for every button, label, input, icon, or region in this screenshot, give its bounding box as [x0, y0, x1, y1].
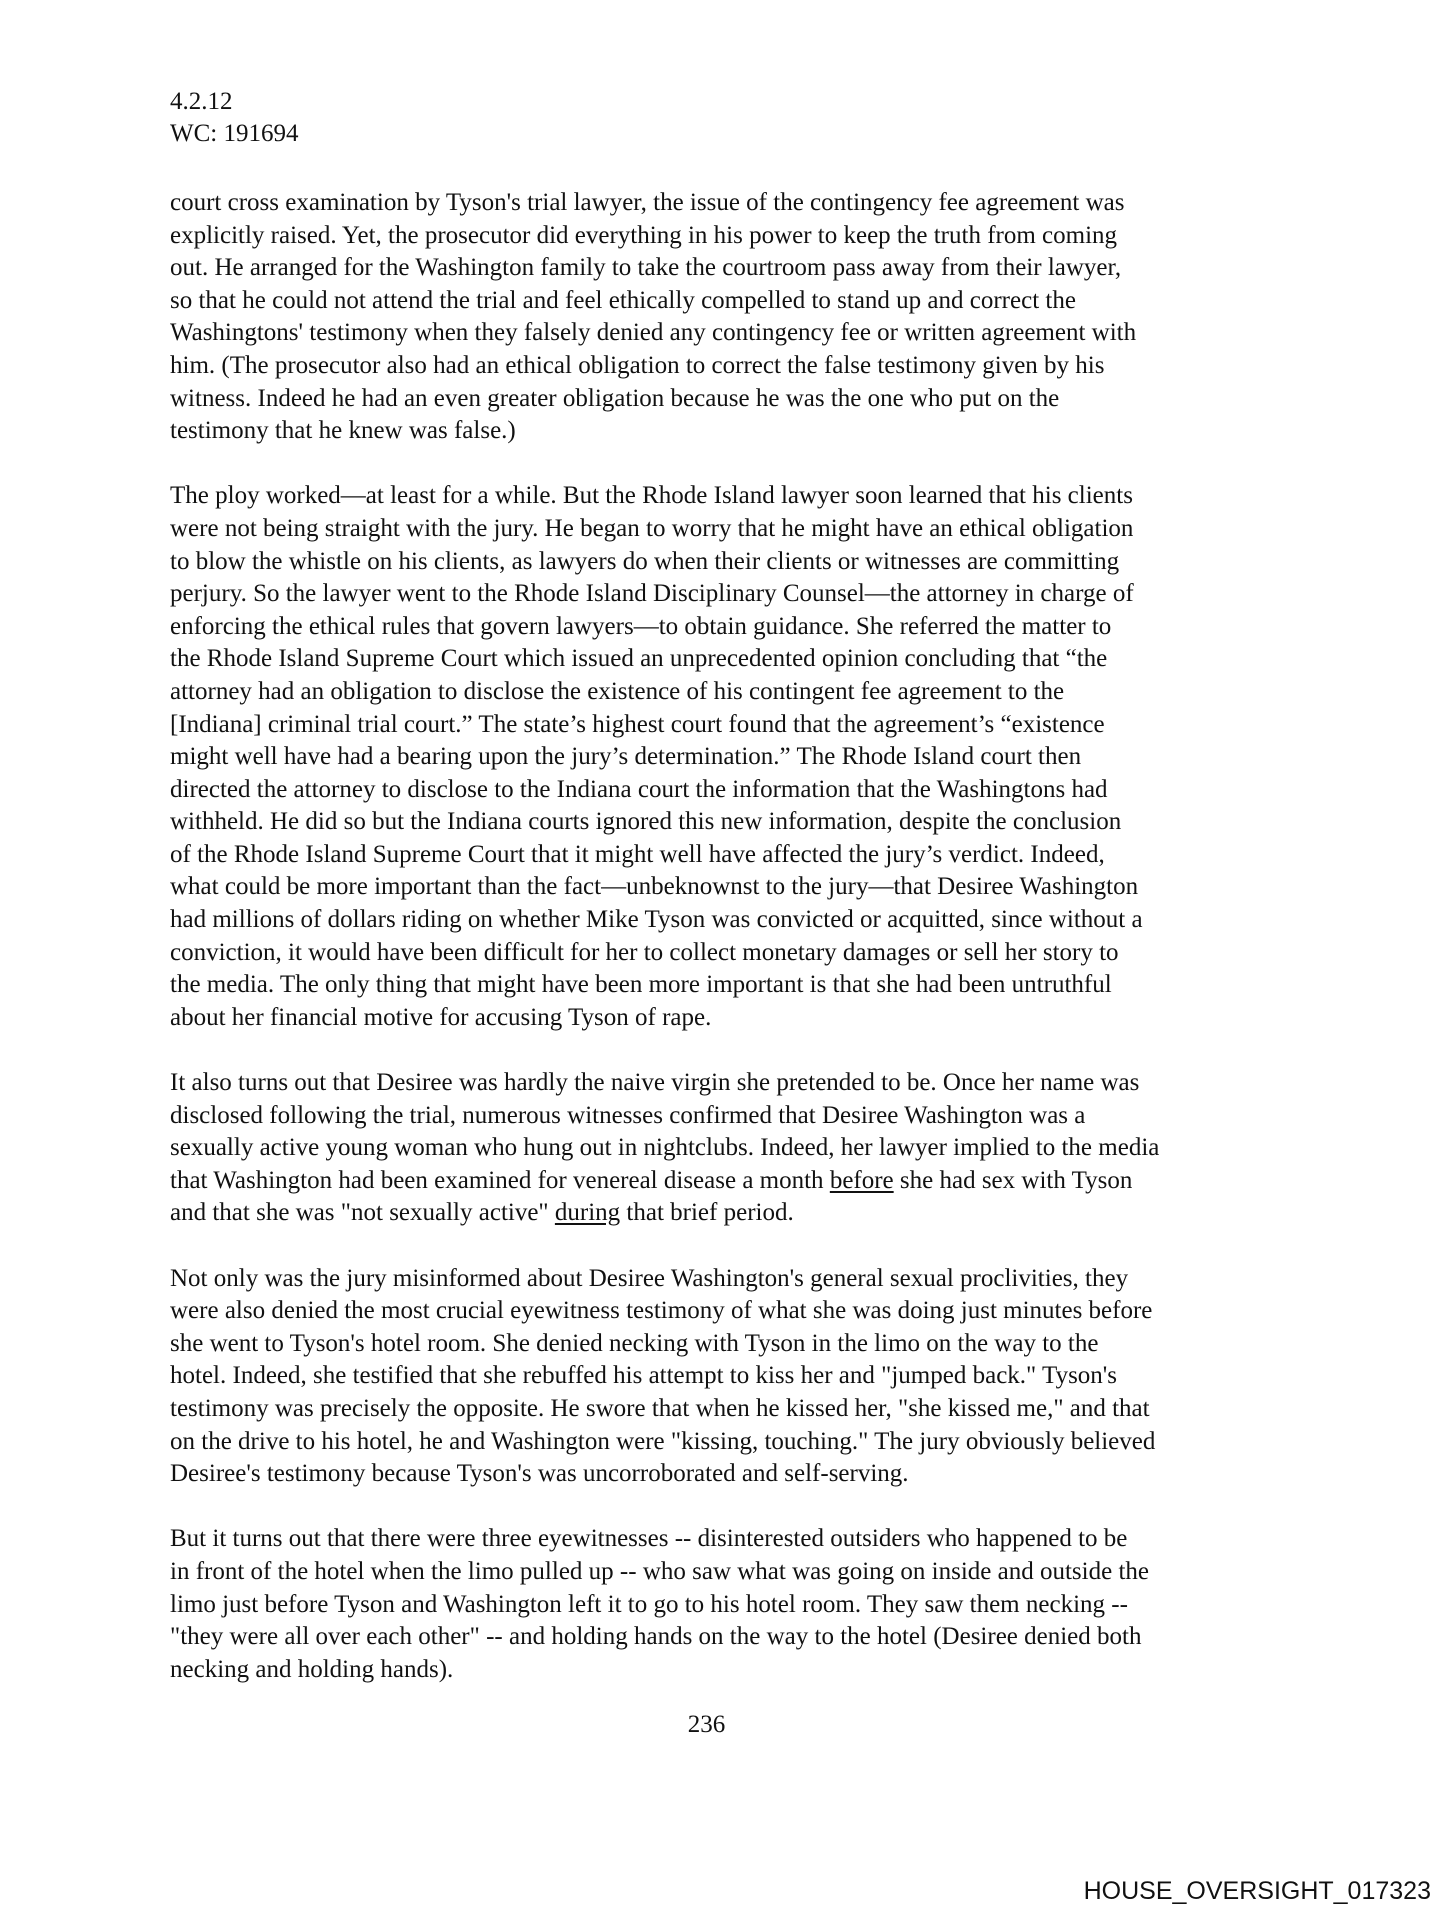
document-body [170, 187, 1290, 1719]
text-line: on the drive to his hotel, he and Washington were "kissing, touching." The jury obviously believed [170, 1427, 1156, 1455]
header-word-count: WC: 191694 [170, 120, 299, 147]
text-line: perjury. So the lawyer went to the Rhode Island Disciplinary Counsel—the attorney in charge of [170, 580, 1134, 608]
paragraph-1 [170, 187, 1290, 448]
text-line: It also turns out that Desiree was hardly the naive virgin she pretended to be. Once her name was [170, 1069, 1140, 1097]
text-line: enforcing the ethical rules that govern lawyers—to obtain guidance. She referred the matter to [170, 612, 1112, 640]
text-line: she went to Tyson's hotel room. She denied necking with Tyson in the limo on the way to the [170, 1329, 1099, 1357]
text-line: might well have had a bearing upon the jury’s determination.” The Rhode Island court then [170, 743, 1082, 771]
header-date: 4.2.12 [170, 88, 233, 115]
text-line: [Indiana] criminal trial court.” The state’s highest court found that the agreement’s “existence [170, 710, 1105, 738]
page-number [0, 1711, 1453, 1739]
text-line: out. He arranged for the Washington family to take the courtroom pass away from their lawyer, [170, 254, 1122, 282]
underlined-word-during: during [554, 1199, 621, 1227]
text-line: But it turns out that there were three eyewitnesses -- disinterested outsiders who happened to be [170, 1525, 1128, 1553]
text-segment: that Washington had been examined for venereal disease a month [170, 1166, 830, 1194]
text-line [170, 1197, 1290, 1230]
text-line: testimony was precisely the opposite. He swore that when he kissed her, "she kissed me," and that [170, 1394, 1150, 1422]
paragraph-5 [170, 1523, 1290, 1686]
document-header [170, 86, 298, 150]
paragraph-3 [170, 1067, 1290, 1230]
text-segment: she had sex with Tyson [893, 1166, 1133, 1194]
text-line: Desiree's testimony because Tyson's was uncorroborated and self-serving. [170, 1460, 909, 1488]
text-line: testimony that he knew was false.) [170, 417, 516, 445]
text-line: what could be more important than the fact—unbeknownst to the jury—that Desiree Washington [170, 873, 1139, 901]
text-line: "they were all over each other" -- and holding hands on the way to the hotel (Desiree denied both [170, 1623, 1142, 1651]
text-line: sexually active young woman who hung out in nightclubs. Indeed, her lawyer implied to the media [170, 1134, 1160, 1162]
text-line: conviction, it would have been difficult for her to collect monetary damages or sell her story to [170, 938, 1119, 966]
text-line [170, 1165, 1290, 1198]
text-line: Not only was the jury misinformed about Desiree Washington's general sexual proclivities, they [170, 1264, 1129, 1292]
text-line: court cross examination by Tyson's trial lawyer, the issue of the contingency fee agreement was [170, 189, 1125, 216]
text-line: him. (The prosecutor also had an ethical obligation to correct the false testimony given by his [170, 351, 1105, 379]
text-line: witness. Indeed he had an even greater obligation because he was the one who put on the [170, 384, 1060, 412]
text-line: to blow the whistle on his clients, as lawyers do when their clients or witnesses are committing [170, 547, 1120, 575]
text-line: were not being straight with the jury. He began to worry that he might have an ethical obligation [170, 514, 1134, 542]
text-line: hotel. Indeed, she testified that she rebuffed his attempt to kiss her and "jumped back." Tyson's [170, 1362, 1118, 1390]
text-line: limo just before Tyson and Washington left it to go to his hotel room. They saw them necking -- [170, 1590, 1128, 1618]
text-line: so that he could not attend the trial and feel ethically compelled to stand up and correct the [170, 286, 1076, 314]
text-line: explicitly raised. Yet, the prosecutor did everything in his power to keep the truth from coming [170, 221, 1118, 249]
text-line: in front of the hotel when the limo pulled up -- who saw what was going on inside and outside the [170, 1557, 1149, 1585]
text-segment: and that she was "not sexually active" [170, 1199, 555, 1227]
paragraph-2 [170, 480, 1290, 1034]
text-line: were also denied the most crucial eyewitness testimony of what she was doing just minutes before [170, 1297, 1153, 1325]
text-line: Washingtons' testimony when they falsely denied any contingency fee or written agreement with [170, 319, 1137, 347]
paragraph-4 [170, 1263, 1290, 1491]
text-line: attorney had an obligation to disclose the existence of his contingent fee agreement to the [170, 677, 1065, 705]
text-line: withheld. He did so but the Indiana courts ignored this new information, despite the conclusion [170, 808, 1122, 836]
text-line: The ploy worked—at least for a while. But the Rhode Island lawyer soon learned that his clients [170, 482, 1133, 510]
bates-stamp: HOUSE_OVERSIGHT_017323 [1083, 1877, 1431, 1905]
underlined-word-before: before [829, 1166, 894, 1194]
text-line: directed the attorney to disclose to the Indiana court the information that the Washingtons had [170, 775, 1108, 803]
text-segment: that brief period. [620, 1199, 794, 1227]
text-line: about her financial motive for accusing Tyson of rape. [170, 1003, 712, 1031]
text-line: the Rhode Island Supreme Court which issued an unprecedented opinion concluding that “the [170, 645, 1108, 673]
text-line: of the Rhode Island Supreme Court that it might well have affected the jury’s verdict. Indeed, [170, 840, 1105, 868]
text-line: had millions of dollars riding on whether Mike Tyson was convicted or acquitted, since without a [170, 906, 1143, 934]
page-number-text: 236 [687, 1711, 726, 1738]
text-line: the media. The only thing that might have been more important is that she had been untruthful [170, 971, 1112, 999]
text-line: necking and holding hands). [170, 1655, 454, 1683]
text-line: disclosed following the trial, numerous witnesses confirmed that Desiree Washington was a [170, 1101, 1086, 1129]
